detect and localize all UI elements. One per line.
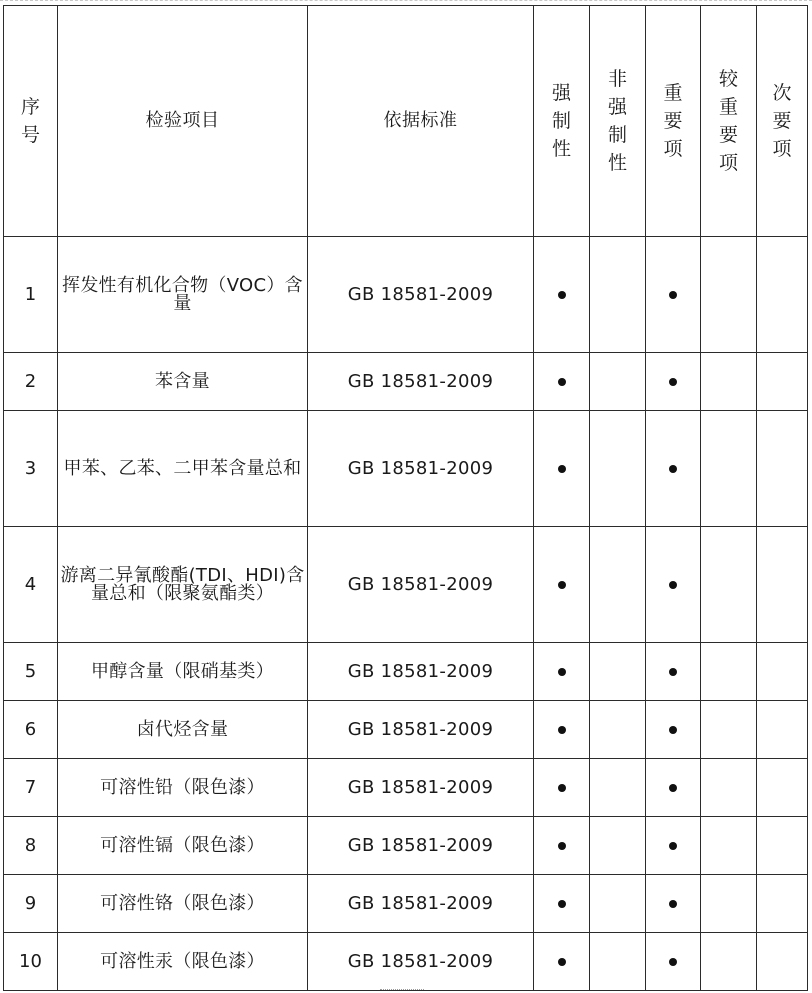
row-mandatory-cell [534, 701, 590, 759]
header-major-text: 重要项 [663, 82, 683, 160]
mandatory-dot-icon [558, 581, 566, 589]
row-major-cell [646, 875, 701, 933]
row-mandatory-cell [534, 933, 590, 991]
header-item [58, 6, 308, 237]
row-item: 挥发性有机化合物（VOC）含量 [58, 237, 308, 353]
table-row [4, 411, 808, 527]
row-major-cell [646, 353, 701, 411]
major-dot-icon [669, 291, 677, 299]
row-standard: GB 18581-2009 [308, 353, 534, 411]
header-fairly-major [701, 6, 757, 237]
row-minor-cell [757, 875, 808, 933]
header-item-text: 检验项目 [145, 110, 220, 131]
row-mandatory-cell [534, 527, 590, 643]
row-mandatory-cell [534, 353, 590, 411]
mandatory-dot-icon [558, 291, 566, 299]
row-non-mandatory-cell [590, 759, 646, 817]
mandatory-dot-icon [558, 842, 566, 850]
row-non-mandatory-cell [590, 817, 646, 875]
row-item: 甲醇含量（限硝基类） [58, 643, 308, 701]
row-minor-cell [757, 933, 808, 991]
table-row [4, 759, 808, 817]
row-standard: GB 18581-2009 [308, 701, 534, 759]
header-standard-text: 依据标准 [383, 110, 458, 131]
row-minor-cell [757, 759, 808, 817]
mandatory-dot-icon [558, 378, 566, 386]
row-mandatory-cell [534, 237, 590, 353]
row-standard: GB 18581-2009 [308, 527, 534, 643]
header-seq [4, 6, 58, 237]
header-major [646, 6, 701, 237]
row-fairly-major-cell [701, 411, 757, 527]
row-minor-cell [757, 527, 808, 643]
row-item: 甲苯、乙苯、二甲苯含量总和 [58, 411, 308, 527]
row-fairly-major-cell [701, 527, 757, 643]
row-item: 可溶性镉（限色漆） [58, 817, 308, 875]
mandatory-dot-icon [558, 668, 566, 676]
mandatory-dot-icon [558, 784, 566, 792]
row-item: 可溶性铬（限色漆） [58, 875, 308, 933]
row-minor-cell [757, 701, 808, 759]
header-row [4, 6, 808, 237]
table-row [4, 817, 808, 875]
row-minor-cell [757, 237, 808, 353]
row-major-cell [646, 759, 701, 817]
row-fairly-major-cell [701, 237, 757, 353]
row-fairly-major-cell [701, 817, 757, 875]
header-minor [757, 6, 808, 237]
row-fairly-major-cell [701, 933, 757, 991]
row-major-cell [646, 933, 701, 991]
table-row [4, 237, 808, 353]
row-number: 4 [4, 527, 58, 643]
row-number: 3 [4, 411, 58, 527]
mandatory-dot-icon [558, 958, 566, 966]
header-seq-text: 序号 [20, 96, 40, 146]
major-dot-icon [669, 784, 677, 792]
row-non-mandatory-cell [590, 933, 646, 991]
table-row [4, 701, 808, 759]
row-non-mandatory-cell [590, 701, 646, 759]
row-non-mandatory-cell [590, 411, 646, 527]
row-non-mandatory-cell [590, 353, 646, 411]
row-major-cell [646, 643, 701, 701]
header-fairly-major-text: 较重要项 [718, 68, 738, 174]
row-item: 可溶性汞（限色漆） [58, 933, 308, 991]
mandatory-dot-icon [558, 726, 566, 734]
row-item: 卤代烃含量 [58, 701, 308, 759]
row-standard: GB 18581-2009 [308, 643, 534, 701]
row-fairly-major-cell [701, 701, 757, 759]
row-number: 9 [4, 875, 58, 933]
row-minor-cell [757, 817, 808, 875]
row-mandatory-cell [534, 875, 590, 933]
row-number: 8 [4, 817, 58, 875]
row-standard: GB 18581-2009 [308, 759, 534, 817]
major-dot-icon [669, 668, 677, 676]
row-fairly-major-cell [701, 875, 757, 933]
table-row [4, 875, 808, 933]
row-major-cell [646, 411, 701, 527]
row-major-cell [646, 527, 701, 643]
row-item: 苯含量 [58, 353, 308, 411]
header-mandatory-text: 强制性 [551, 82, 571, 160]
row-fairly-major-cell [701, 759, 757, 817]
mandatory-dot-icon [558, 465, 566, 473]
row-fairly-major-cell [701, 353, 757, 411]
row-mandatory-cell [534, 817, 590, 875]
row-mandatory-cell [534, 643, 590, 701]
top-page-rule [0, 0, 812, 1]
mandatory-dot-icon [558, 900, 566, 908]
row-standard: GB 18581-2009 [308, 411, 534, 527]
row-non-mandatory-cell [590, 643, 646, 701]
major-dot-icon [669, 581, 677, 589]
row-minor-cell [757, 411, 808, 527]
row-number: 1 [4, 237, 58, 353]
header-non-mandatory [590, 6, 646, 237]
row-major-cell [646, 817, 701, 875]
row-number: 7 [4, 759, 58, 817]
major-dot-icon [669, 726, 677, 734]
row-standard: GB 18581-2009 [308, 237, 534, 353]
major-dot-icon [669, 378, 677, 386]
table-body [4, 237, 808, 991]
header-mandatory [534, 6, 590, 237]
major-dot-icon [669, 958, 677, 966]
inspection-items-table [3, 5, 808, 991]
row-number: 6 [4, 701, 58, 759]
row-number: 10 [4, 933, 58, 991]
row-standard: GB 18581-2009 [308, 875, 534, 933]
row-item: 游离二异氰酸酯(TDI、HDI)含量总和（限聚氨酯类） [58, 527, 308, 643]
row-standard: GB 18581-2009 [308, 817, 534, 875]
table-row [4, 933, 808, 991]
row-minor-cell [757, 353, 808, 411]
bottom-page-fragment [380, 989, 424, 990]
table-row [4, 353, 808, 411]
table-row [4, 527, 808, 643]
major-dot-icon [669, 465, 677, 473]
row-major-cell [646, 237, 701, 353]
row-number: 5 [4, 643, 58, 701]
major-dot-icon [669, 900, 677, 908]
row-item: 可溶性铅（限色漆） [58, 759, 308, 817]
row-non-mandatory-cell [590, 875, 646, 933]
row-mandatory-cell [534, 411, 590, 527]
row-non-mandatory-cell [590, 527, 646, 643]
row-minor-cell [757, 643, 808, 701]
row-standard: GB 18581-2009 [308, 933, 534, 991]
major-dot-icon [669, 842, 677, 850]
row-major-cell [646, 701, 701, 759]
row-mandatory-cell [534, 759, 590, 817]
header-standard [308, 6, 534, 237]
table-row [4, 643, 808, 701]
row-fairly-major-cell [701, 643, 757, 701]
header-non-mandatory-text: 非强制性 [607, 68, 627, 174]
header-minor-text: 次要项 [772, 82, 792, 160]
row-number: 2 [4, 353, 58, 411]
row-non-mandatory-cell [590, 237, 646, 353]
